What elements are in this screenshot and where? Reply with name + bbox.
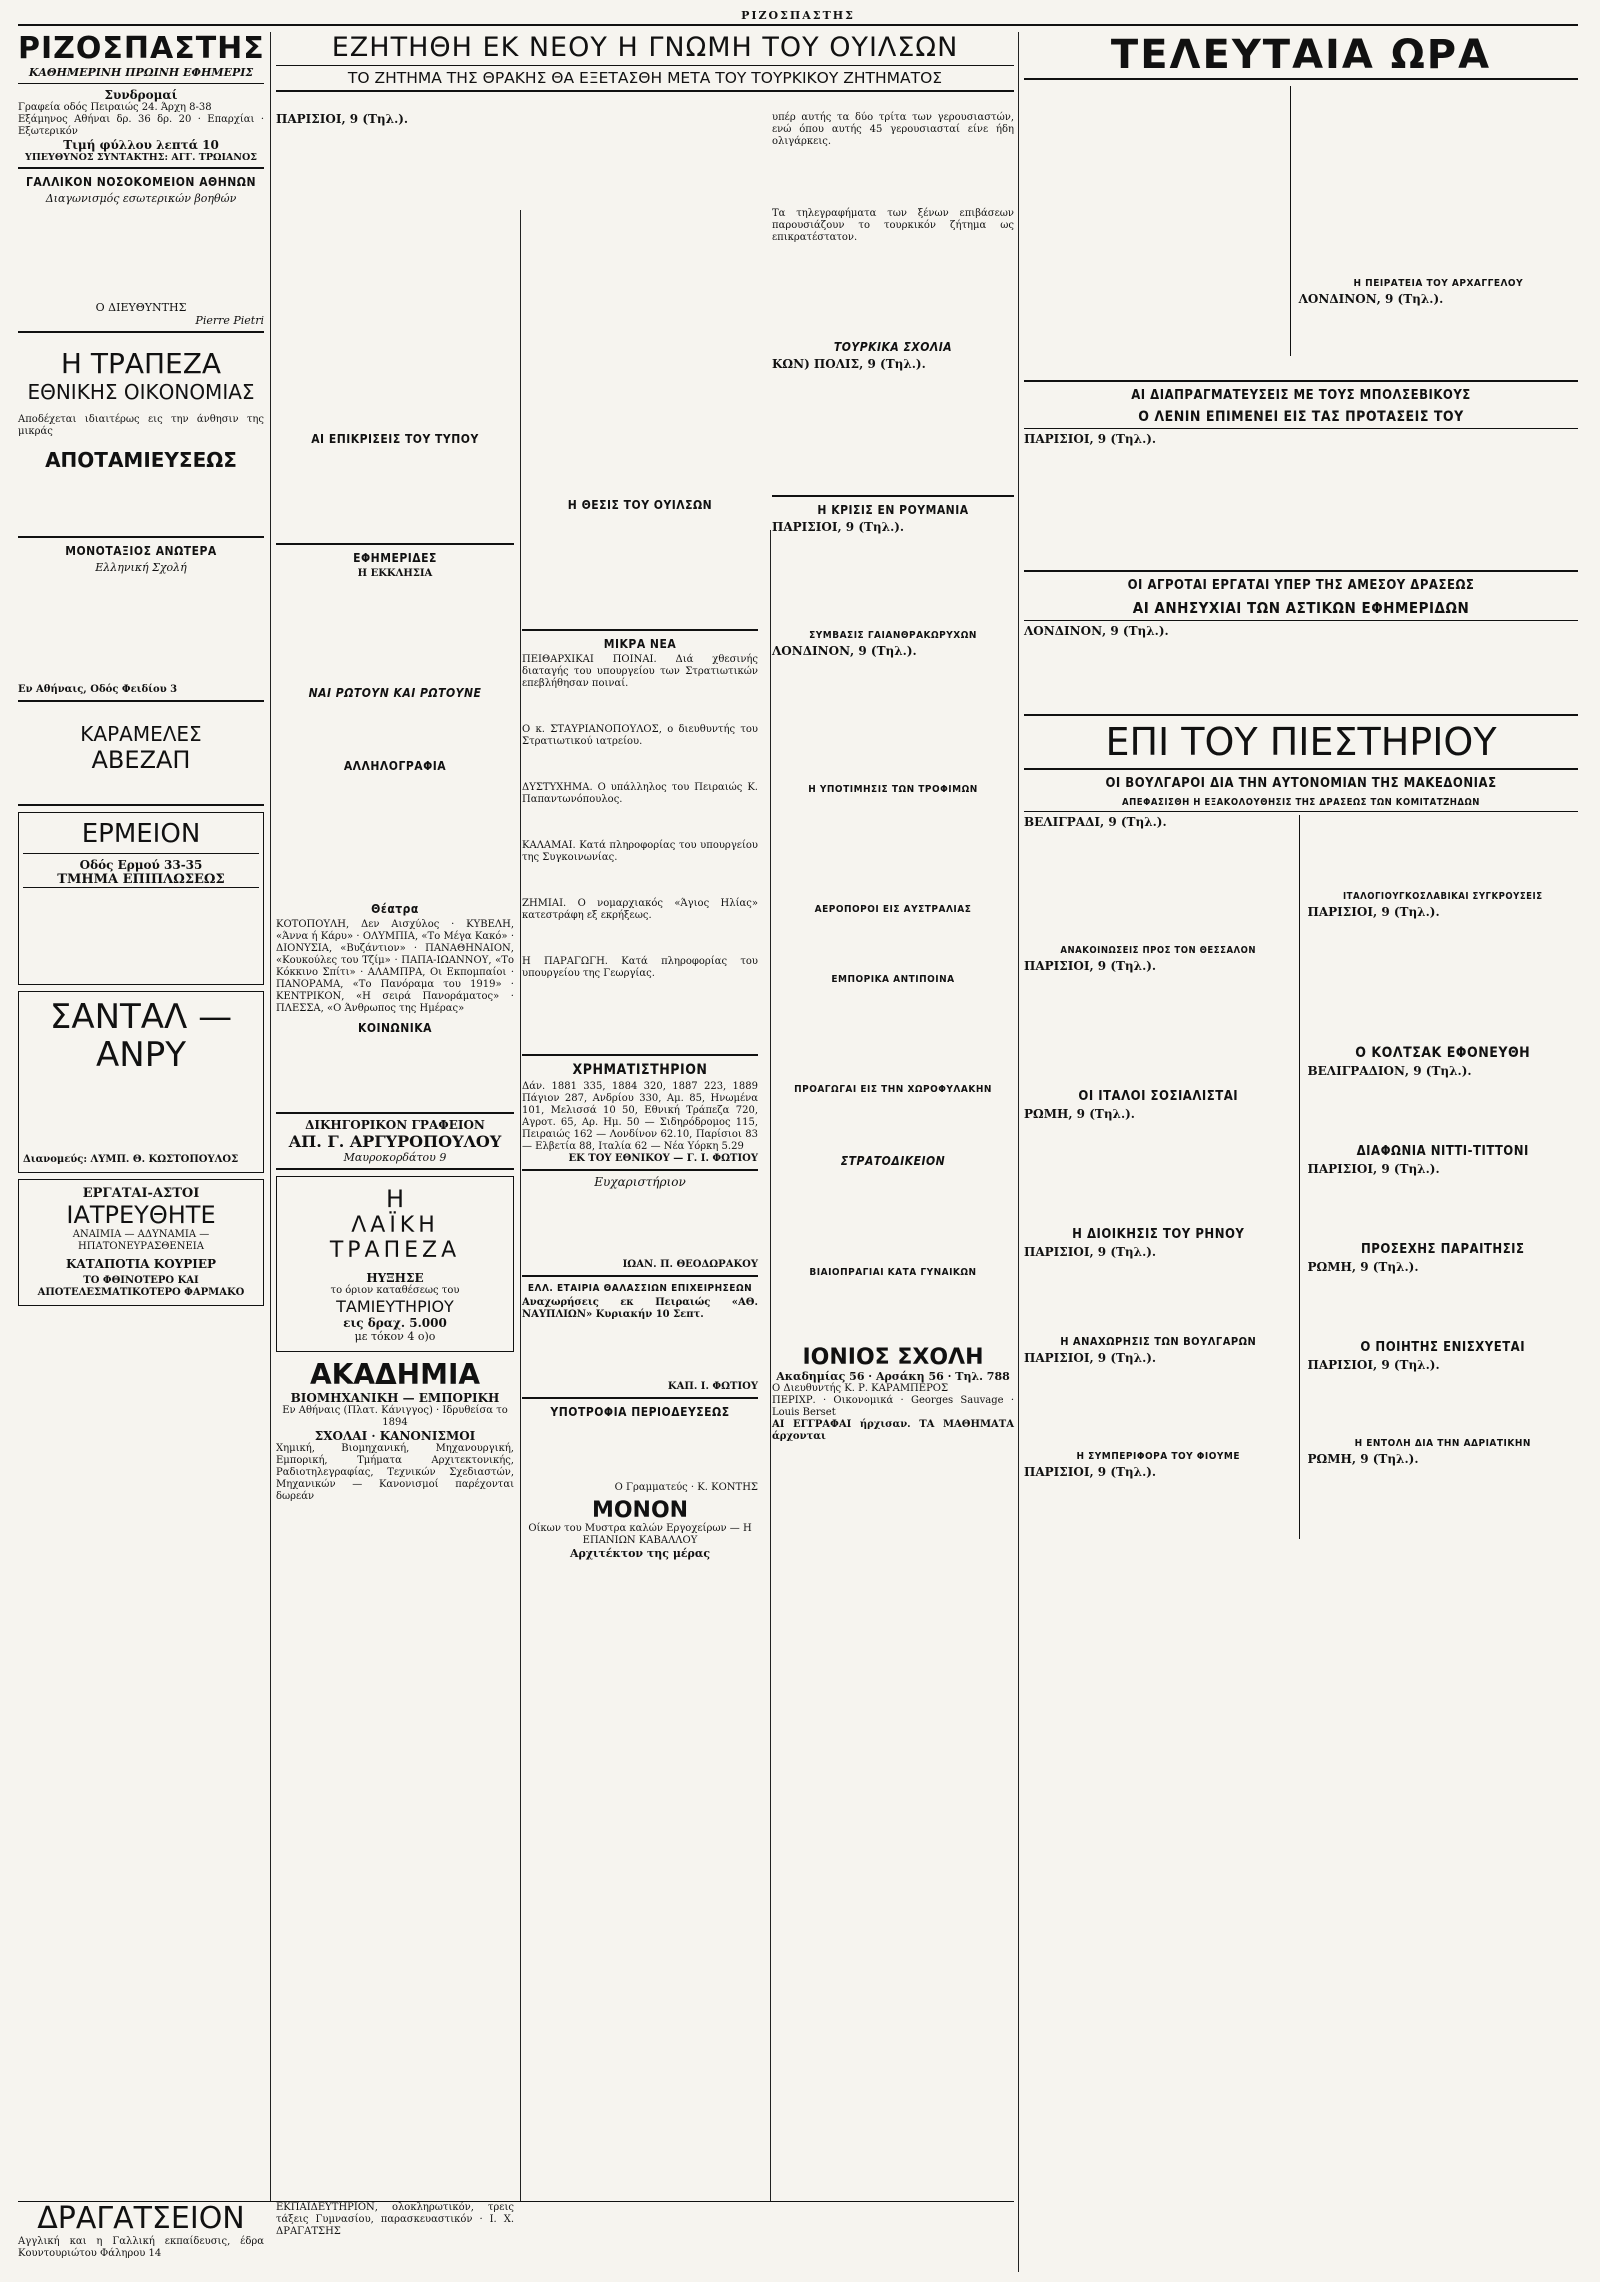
masthead: ΡΙΖΟΣΠΑΣΤΗΣ [18,31,265,66]
santal-body [23,1074,259,1154]
law-name: ΑΠ. Γ. ΑΡΓΥΡΟΠΟΥΛΟΥ [288,1132,502,1151]
academy-address: Εν Αθήναις (Πλατ. Κάνιγγος) · Ιδρυθείσα το 1894 [282,1405,508,1428]
letters-body [276,776,514,896]
turk-body [772,371,1014,491]
clinic-sub: Διαγωνισμός εσωτερικών βοηθών [45,192,237,205]
strike-body [772,658,1014,778]
pirate-story [1291,86,1578,376]
bank-line: Αποδέχεται ιδιαιτέρως εις την άνθησιν της μικράς [18,414,264,437]
wilson-body [522,112,758,492]
hermes-body [23,888,259,978]
romania-body [772,534,1014,624]
news-5-body [522,922,758,956]
thessal-heading: ΑΝΑΚΟΙΝΩΣΕΙΣ ΠΡΟΣ ΤΟΝ ΘΕΣΣΑΛΟΝ [1060,945,1257,956]
strike-heading: ΣΥΜΒΑΣΙΣ ΓΑΙΑΝΘΡΑΚΩΡΥΧΩΝ [809,630,977,641]
col3-lead-body [772,148,1014,208]
tagline: ΚΑΘΗΜΕΡΙΝΗ ΠΡΩΙΝΗ ΕΦΗΜΕΡΙΣ [28,66,254,79]
hermes-title: ΕΡΜΕΙΟΝ [23,819,259,854]
column-4 [1024,32,1578,2272]
ionian-title: ΙΟΝΙΟΣ ΣΧΟΛΗ [802,1345,984,1370]
ionian-sign: Ο Διευθυντής Κ. Ρ. ΚΑΡΑΜΠΕΡΟΣ [772,1383,949,1394]
news-6: Η ΠΑΡΑΓΩΓΗ. Κατά πληροφορίας του υπουργείου της Γεωργίας. [522,956,758,979]
nitti-heading: ΔΙΑΦΩΝΙΑ ΝΙΤΤΙ-ΤΙΤΤΟΝΙ [1356,1144,1529,1159]
exchange-body: Δάν. 1881 335, 1884 320, 1887 223, 1889 Πάγιον 287, Ανδρίου 330, Αμ. 85, Ηνωμένα 101, Μελισσά 10 50, Εθνική Τράπεζα 720, Αγροτ. 65, Αρ. Ημ. 50 — Σιδηρόδρομος 115, Πειραιώς 162 — Λονδίνον 62.10, Παρίσιοι 83 — Ελβετία 88, Ιταλία 62 — Νέα Υόρκη 5.29 [522,1081,758,1152]
col3-p2-body [772,244,1014,334]
bank-big: ΑΠΟΤΑΜΙΕΥΣΕΩΣ [45,448,237,472]
trade-heading: ΕΜΠΟΡΙΚΑ ΑΝΤΙΠΟΙΝΑ [831,974,955,985]
italy-heading: ΙΤΑΛΟΓΙΟΥΓΚΟΣΛΑΒΙΚΑΙ ΣΥΓΚΡΟΥΣΕΙΣ [1342,891,1543,902]
ionian-lines: ΠΕΡΙΧΡ. · Οικονομικά · Georges Sauvage · Louis Berset [772,1395,1014,1418]
news-5: ΖΗΜΙΑΙ. Ο νομαρχιακός «Άγιος Ηλίας» κατεστράφη εξ εκρήξεως. [522,898,758,921]
col3-p2: Τα τηλεγραφήματα των ξένων επιβάσεων παρουσιάζουν το τουρκικόν ζήτημα ως επικρατέστατον. [772,208,1014,243]
candy-big: ΑΒΕΖΑΠ [91,746,191,774]
lead-dateline: ΠΑΡΙΣΙΟΙ, 9 (Τηλ.). [276,112,409,126]
farm-body [1024,638,1578,708]
popular-bank-name: ΛΑΪΚΗ ΤΡΑΠΕΖΑ [329,1213,461,1263]
popular-bank-mid: το όριον καταθέσεως του [330,1285,460,1296]
rhine-dateline: ΠΑΡΙΣΙΟΙ, 9 (Τηλ.). [1024,1245,1157,1259]
law-title: ΔΙΚΗΓΟΡΙΚΟΝ ΓΡΑΦΕΙΟΝ [305,1118,485,1132]
ef-sub: Η ΕΚΚΛΗΣΙΑ [357,568,433,579]
trade-body [772,988,1014,1078]
farm-sub: ΑΙ ΑΝΗΣΥΧΙΑΙ ΤΩΝ ΑΣΤΙΚΩΝ ΕΦΗΜΕΡΙΔΩΝ [1024,599,1578,621]
academy-line: Χημική, Βιομηχανική, Μηχανουργική, Εμπορική, Τμήματα Αρχιτεκτονικής, Ραδιοτηλεγραφίας, Τεχνικών Σχεδιαστών, Μηχανικών — Κανονισμοί παρέχονται δωρεάν [276,1443,514,1502]
pirate-body [1299,306,1578,376]
exchange-sign: ΕΚ ΤΟΥ ΕΘΝΙΚΟΥ — Γ. Ι. ΦΩΤΙΟΥ [568,1153,758,1164]
kolchak-heading: Ο ΚΟΛΤΣΑΚ ΕΦΟΝΕΥΘΗ [1355,1045,1531,1061]
kav-body [772,1281,1014,1341]
monon-big: Αρχιτέκτον της μέρας [569,1547,711,1560]
clinic-name: Pierre Pietri [195,314,264,327]
bank-title: Η ΤΡΑΠΕΖΑ [60,347,222,380]
news-heading: ΜΙΚΡΑ ΝΕΑ [603,637,677,651]
dragatseion-right: ΕΚΠΑΙΔΕΥΤΗΡΙΟΝ, ολοκληρωτικόν, τρεις τάξεις Γυμνασίου, παρασκευαστικόν · Ι. Χ. ΔΡΑΓΑΤΣΗΣ [276,2202,514,2237]
thessal-dateline: ΠΑΡΙΣΙΟΙ, 9 (Τηλ.). [1024,959,1157,973]
thanks-body [522,1189,758,1259]
kolchak-body [1308,1078,1578,1138]
theatre-list: ΚΟΤΟΠΟΥΛΗ, Δεν Αισχύλος · ΚΥΒΕΛΗ, «Άννα ή Κάρυ» · ΟΛΥΜΠΙΑ, «Το Μέγα Κακό» · ΔΙΟΝΥΣΙΑ, «Βυζάντιον» · ΠΑΝΑΘΗΝΑΙΟΝ, «Κουκούλες του Τζίμ» · ΠΑΠΑ-ΙΩΑΝΝΟΥ, «Το Κόκκινο Σπίτι» · ΑΛΑΜΠΡΑ, Οι Εκπομπαίοι · ΠΑΝΟΡΑΜΑ, «Το Πανόραμα του 1919» · ΚΕΝΤΡΙΚΟΝ, «Η σειρά Πανοράματος» · ΠΛΕΣΣΑ, «Ο Άνθρωπος της Ημέρας» [276,919,514,1014]
adriatic-dateline: ΡΩΜΗ, 9 (Τηλ.). [1307,1452,1419,1466]
last-hour-banner: ΤΕΛΕΥΤΑΙΑ ΩΡΑ [1024,32,1578,80]
workers-pharma: ΤΟ ΦΘΙΝΟΤΕΡΟ ΚΑΙ ΑΠΟΤΕΛΕΣΜΑΤΙΚΟΤΕΡΟ ΦΑΡΜΑΚΟ [37,1275,245,1298]
news-2: Ο κ. ΣΤΑΥΡΙΑΝΟΠΟΥΛΟΣ, ο διευθυντής του Στρατιωτικού ιατρείου. [522,724,758,747]
romania-dateline: ΠΑΡΙΣΙΟΙ, 9 (Τηλ.). [772,520,905,534]
clinic-title: ΓΑΛΛΙΚΟΝ ΝΟΣΟΚΟΜΕΙΟΝ ΑΘΗΝΩΝ [25,175,256,189]
news-6-body [522,980,758,1050]
food-heading: Η ΥΠΟΤΙΜΗΣΙΣ ΤΩΝ ΤΡΟΦΙΜΩΝ [808,784,978,795]
farm-heading: ΟΙ ΑΓΡΟΤΑΙ ΕΡΓΑΤΑΙ ΥΠΕΡ ΤΗΣ ΑΜΕΣΟΥ ΔΡΑΣΕΩΣ [1127,578,1475,593]
column-1 [18,32,264,2272]
poet-heading: Ο ΠΟΙΗΤΗΣ ΕΝΙΣΧΥΕΤΑΙ [1360,1340,1526,1355]
dragatseion-strip [18,2201,1014,2272]
price-line: Τιμή φύλλου λεπτά 10 [63,138,219,152]
clinic-sign: Ο ΔΙΕΥΘΥΝΤΗΣ [95,301,187,314]
rhine-body [1024,1259,1293,1329]
col3-lead: υπέρ αυτής τα δύο τρίτα των γερουσιαστών, ενώ όπου αυτής 45 γερουσιασταί είνε ήδη ολιγάρκεις. [772,112,1014,147]
army-heading: ΣΤΡΑΤΟΔΙΚΕΙΟΝ [840,1154,946,1168]
school-sub: Ελληνική Σχολή [95,561,187,574]
kolchak-dateline: ΒΕΛΙΓΡΑΔΙΟΝ, 9 (Τηλ.). [1307,1064,1472,1078]
macedonia-heading: ΟΙ ΒΟΥΛΓΑΡΟΙ ΔΙΑ ΤΗΝ ΑΥΤΟΝΟΜΙΑΝ ΤΗΣ ΜΑΚΕΔΟΝΙΑΣ [1105,776,1497,791]
wilson-heading: Η ΘΕΣΙΣ ΤΟΥ ΟΥΙΛΣΩΝ [567,498,713,512]
turk-dateline: ΚΩΝ) ΠΟΛΙΣ, 9 (Τηλ.). [772,357,926,371]
pirate-row [1024,86,1578,376]
subcol-a [276,112,514,2272]
ionian-address: Ακαδημίας 56 · Αρσάκη 56 · Τηλ. 788 [776,1370,1010,1383]
prices: Εξάμηνος Αθήναι δρ. 36 δρ. 20 · Επαρχίαι · Εξωτερικόν [18,114,264,137]
news-4-body [522,864,758,898]
workers-sub: ΑΝΑΙΜΙΑ — ΑΔΥΝΑΜΙΑ — ΗΠΑΤΟΝΕΥΡΑΣΘΕΝΕΙΑ [72,1229,210,1252]
news-1: ΠΕΙΘΑΡΧΙΚΑΙ ΠΟΙΝΑΙ. Διά χθεσινής διαταγής του υπουργείου των Στρατιωτικών επεβλήθησαν ποιναί. [522,654,758,689]
poet-body [1308,1372,1578,1432]
italy-dateline: ΠΑΡΙΣΙΟΙ, 9 (Τηλ.). [1307,905,1440,919]
small-body [276,703,514,753]
popular-bank-box: ΤΑΜΙΕΥΤΗΡΙΟΥ [336,1297,454,1316]
subcol-b [522,112,758,2272]
exchange-title: ΧΡΗΜΑΤΙΣΤΗΡΙΟΝ [572,1062,708,1078]
col4-left [1024,815,1300,1539]
army-body [772,1171,1014,1261]
santal-distributor: Διανομεύς: ΛΥΜΠ. Θ. ΚΩΣΤΟΠΟΥΛΟΣ [23,1154,239,1165]
candy-title: ΚΑΡΑΜΕΛΕΣ [80,722,202,746]
main-headline: ΕΖΗΤΗΘΗ ΕΚ ΝΕΟΥ Η ΓΝΩΜΗ ΤΟΥ ΟΥΙΛΣΩΝ [276,32,1014,66]
running-head: ΡΙΖΟΣΠΑΣΤΗΣ [18,10,1578,26]
request-body [522,1422,758,1482]
rhine-heading: Η ΔΙΟΙΚΗΣΙΣ ΤΟΥ ΡΗΝΟΥ [1072,1227,1245,1242]
macedonia-sub: ΑΠΕΦΑΣΙΣΘΗ Η ΕΞΑΚΟΛΟΥΘΗΣΙΣ ΤΗΣ ΔΡΑΣΕΩΣ ΤΩΝ ΚΟΜΙΤΑΤΖΗΔΩΝ [1024,797,1578,812]
small-heading: ΝΑΙ ΡΩΤΟΥΝ ΚΑΙ ΡΩΤΟΥΝΕ [308,686,482,700]
macedonia-dateline: ΒΕΛΙΓΡΑΔΙ, 9 (Τηλ.). [1024,815,1167,829]
bottom-two-cols [1024,815,1578,1539]
russia-dateline: ΠΑΡΙΣΙΟΙ, 9 (Τηλ.). [1024,1465,1157,1479]
hermes-ad [18,812,264,985]
academy-sub: ΒΙΟΜΗΧΑΝΙΚΗ — ΕΜΠΟΡΙΚΗ [290,1391,500,1405]
bulg-heading: Η ΑΝΑΧΩΡΗΣΙΣ ΤΩΝ ΒΟΥΛΓΑΡΩΝ [1060,1335,1257,1348]
bolsh-heading: ΑΙ ΔΙΑΠΡΑΓΜΑΤΕΥΣΕΙΣ ΜΕ ΤΟΥΣ ΜΠΟΛΣΕΒΙΚΟΥΣ [1131,388,1471,403]
col4-right [1300,815,1578,1539]
bulg-dateline: ΠΑΡΙΣΙΟΙ, 9 (Τηλ.). [1024,1351,1157,1365]
pirate-spacer [1299,86,1578,272]
monon-sub: Οίκων του Μυστρα καλών Εργοχείρων — Η ΕΠΑΝΙΩΝ ΚΑΒΑΛΛΟΥ [528,1523,752,1546]
popular-bank-action: ΗΥΞΗΣΕ [366,1271,424,1285]
ship-sign: ΚΑΠ. Ι. ΦΩΤΙΟΥ [667,1381,758,1392]
adriatic-body [1308,1466,1578,1526]
zone-heading: ΠΡΟΑΓΩΓΑΙ ΕΙΣ ΤΗΝ ΧΩΡΟΦΥΛΑΚΗΝ [794,1084,992,1095]
resign-dateline: ΡΩΜΗ, 9 (Τηλ.). [1307,1260,1419,1274]
school-title: ΜΟΝΟΤΑΞΙΟΣ ΑΝΩΤΕΡΑ [65,544,217,558]
pirate-dateline: ΛΟΝΔΙΝΟΝ, 9 (Τηλ.). [1298,292,1444,306]
right-lead-body [1308,815,1578,885]
editor-line: ΥΠΕΥΘΥΝΟΣ ΣΥΝΤΑΚΤΗΣ: ΑΓΓ. ΤΡΩΙΑΝΟΣ [25,152,257,163]
italy-body [1308,919,1578,1039]
socialists-heading: ΟΙ ΙΤΑΛΟΙ ΣΟΣΙΑΛΙΣΤΑΙ [1078,1089,1239,1104]
dragatseion-left [18,2202,264,2272]
academy-title: ΑΚΑΔΗΜΙΑ [309,1358,481,1391]
press-heading: ΑΙ ΕΠΙΚΡΙΣΕΙΣ ΤΟΥ ΤΥΠΟΥ [311,432,479,446]
bulg-body [1024,1365,1293,1445]
news-3-body [522,806,758,840]
strike-dateline: ΛΟΝΔΙΝΟΝ, 9 (Τηλ.). [772,644,917,658]
thanks-sign: ΙΩΑΝ. Π. ΘΕΟΔΩΡΑΚΟΥ [622,1259,758,1270]
workers-pill: ΚΑΤΑΠΟΤΙΑ ΚΟΥΡΙΕΡ [65,1257,217,1271]
ship-line: Αναχωρήσεις εκ Πειραιώς «ΑΘ. ΝΑΥΠΛΙΩΝ» Κυριακήν 10 Σεπτ. [522,1297,758,1320]
workers-title: ΕΡΓΑΤΑΙ-ΑΣΤΟΙ [82,1186,200,1201]
ship-body [522,1321,758,1381]
thanks-title: Ευχαριστήριον [594,1175,686,1189]
news-4: ΚΑΛΑΜΑΙ. Κατά πληροφορίας του υπουργείου της Συγκοινωνίας. [522,840,758,863]
ef-body [276,580,514,680]
zone-body [772,1098,1014,1148]
main-subheadline: ΤΟ ΖΗΤΗΜΑ ΤΗΣ ΘΡΑΚΗΣ ΘΑ ΕΞΕΤΑΣΘΗ ΜΕΤΑ ΤΟΥ ΤΟΥΡΚΙΚΟΥ ΖΗΤΗΜΑΤΟΣ [276,66,1014,92]
santal-big: ΣΑΝΤΑΛ — ΑΝΡΥ [49,997,233,1075]
popular-bank-rate: με τόκον 4 ο)ο [354,1330,436,1343]
school-body [18,574,264,684]
socialists-dateline: ΡΩΜΗ, 9 (Τηλ.). [1024,1107,1135,1121]
column-rule [1018,32,1019,2272]
letters-heading: ΑΛΛΗΛΟΓΡΑΦΙΑ [343,759,447,773]
news-2-body [522,748,758,782]
aero-body [772,918,1014,968]
aero-heading: ΑΕΡΟΠΟΡΟΙ ΕΙΣ ΑΥΣΤΡΑΛΙΑΣ [814,904,972,915]
santal-ad [18,991,264,1173]
resign-heading: ΠΡΟΣΕΧΗΣ ΠΑΡΑΙΤΗΣΙΣ [1360,1242,1525,1257]
press-body [276,449,514,539]
news-3: ΔΥΣΤΥΧΗΜΑ. Ο υπάλληλος του Πειραιώς Κ. Παπαντωνόπουλος. [522,782,758,805]
nitti-dateline: ΠΑΡΙΣΙΟΙ, 9 (Τηλ.). [1307,1162,1440,1176]
food-body [772,798,1014,898]
ionian-tail: ΑΙ ΕΓΓΡΑΦΑΙ ήρχισαν. ΤΑ ΜΑΘΗΜΑΤΑ άρχονται [772,1419,1014,1442]
lead-body [276,126,514,426]
social-body [276,1038,514,1108]
poet-dateline: ΠΑΡΙΣΙΟΙ, 9 (Τηλ.). [1307,1358,1440,1372]
russia-heading: Η ΣΥΜΠΕΡΙΦΟΡΑ ΤΟΥ ΦΙΟΥΜΕ [1076,1451,1241,1462]
popular-bank-amount: εις δραχ. 5.000 [343,1316,447,1330]
wilson-body-2 [522,515,758,625]
nitti-body [1308,1176,1578,1236]
law-address: Μαυροκορδάτου 9 [343,1151,447,1164]
bank-body [18,472,264,532]
clinic-body [18,205,264,301]
bolsh-sub: Ο ΛΕΝΙΝ ΕΠΙΜΕΝΕΙ ΕΙΣ ΤΑΣ ΠΡΟΤΑΣΕΙΣ ΤΟΥ [1024,409,1578,429]
school-address: Εν Αθήναις, Οδός Φειδίου 3 [18,684,178,695]
popular-bank-ad [276,1176,514,1352]
thessal-body [1024,973,1293,1083]
russia-body [1024,1479,1293,1539]
theatre-heading: Θέατρα [371,902,419,916]
turk-heading: ΤΟΥΡΚΙΚΑ ΣΧΟΛΙΑ [833,340,953,354]
popular-bank-h: Η [385,1185,405,1213]
subcol-c [772,112,1014,2272]
kav-heading: ΒΙΑΙΟΠΡΑΓΙΑΙ ΚΑΤΑ ΓΥΝΑΙΚΩΝ [809,1267,977,1278]
request-sign: Ο Γραμματεύς · Κ. ΚΟΝΤΗΣ [614,1482,758,1493]
socialists-body [1024,1121,1293,1221]
dragatseion-title: ΔΡΑΓΑΤΣΕΙΟΝ [37,2201,245,2236]
subscriptions-title: Συνδρομαί [104,88,178,102]
workers-big: ΙΑΤΡΕΥΘΗΤΕ [66,1201,216,1229]
press-banner: ΕΠΙ ΤΟΥ ΠΙΕΣΤΗΡΙΟΥ [1024,714,1578,770]
workers-ad [18,1179,264,1306]
academy-depts: ΣΧΟΛΑΙ · ΚΑΝΟΝΙΣΜΟΙ [314,1429,476,1443]
column-rule [270,32,271,2272]
ef-title: ΕΦΗΜΕΡΙΔΕΣ [353,551,437,565]
farm-dateline: ΛΟΝΔΙΝΟΝ, 9 (Τηλ.). [1024,624,1169,638]
monon-title: ΜΟΝΟΝ [591,1498,689,1523]
resign-body [1308,1274,1578,1334]
bank-sub: ΕΘΝΙΚΗΣ ΟΙΚΟΝΟΜΙΑΣ [27,380,255,404]
romania-heading: Η ΚΡΙΣΙΣ ΕΝ ΡΟΥΜΑΝΙΑ [817,503,969,517]
offices: Γραφεία οδός Πειραιώς 24. Άρχη 8-38 [18,102,212,113]
hermes-sub: ΤΜΗΜΑ ΕΠΙΠΛΩΣΕΩΣ [23,872,259,888]
ship-title: ΕΛΛ. ΕΤΑΙΡΙΑ ΘΑΛΑΣΣΙΩΝ ΕΠΙΧΕΙΡΗΣΕΩΝ [527,1283,753,1294]
request-title: ΥΠΟΤΡΟΦΙΑ ΠΕΡΙΟΔΕΥΣΕΩΣ [550,1405,730,1419]
news-1-body [522,690,758,724]
newspaper-page [18,10,1578,2272]
pirate-heading: Η ΠΕΙΡΑΤΕΙΑ ΤΟΥ ΑΡΧΑΓΓΕΛΟΥ [1353,278,1524,289]
dragatseion-line: Αγγλική και η Γαλλική εκπαίδευσις, έδρα Κουντουριώτου Φάληρου 14 [18,2236,264,2259]
bolsh-body [1024,446,1578,566]
pirate-photo-space [1024,86,1291,356]
adriatic-heading: Η ΕΝΤΟΛΗ ΔΙΑ ΤΗΝ ΑΔΡΙΑΤΙΚΗΝ [1354,1438,1531,1449]
hermes-address: Οδός Ερμού 33-35 [79,858,203,872]
macedonia-body [1024,829,1293,939]
bolsh-dateline: ΠΑΡΙΣΙΟΙ, 9 (Τηλ.). [1024,432,1157,446]
social-heading: ΚΟΙΝΩΝΙΚΑ [357,1021,433,1035]
candy-body [18,774,264,800]
